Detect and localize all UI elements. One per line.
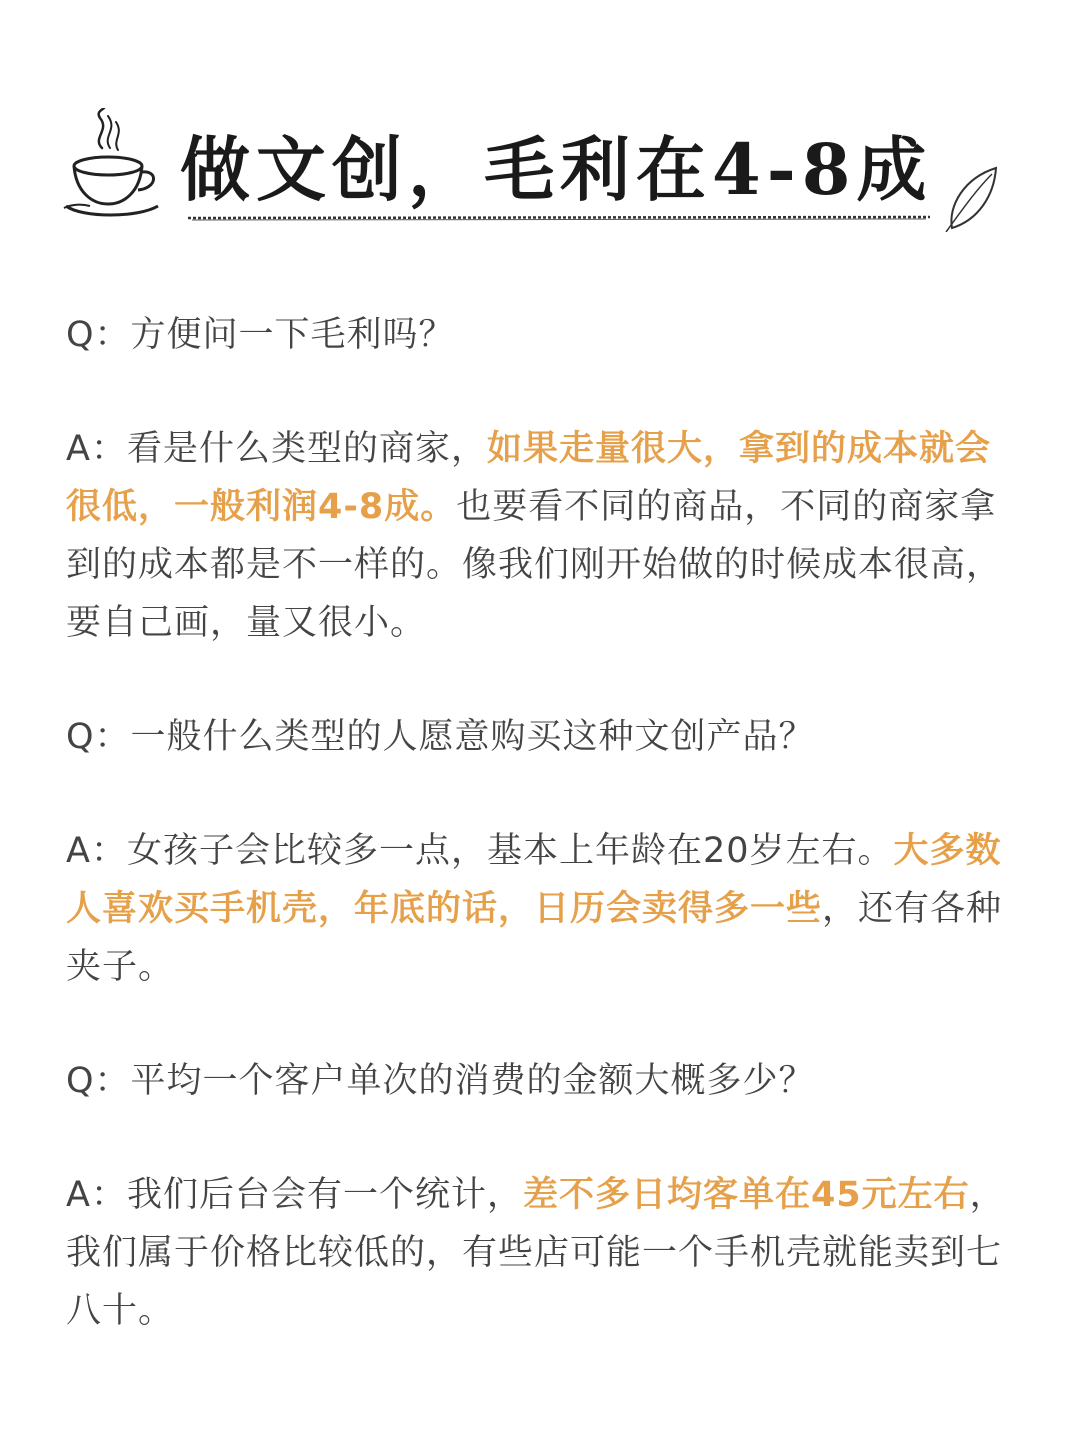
- coffee-cup-icon: [62, 108, 162, 220]
- answer-3-highlight: 差不多日均客单在45元左右: [522, 1175, 970, 1215]
- title-underline: [188, 214, 930, 222]
- qa-content: [66, 306, 1016, 1396]
- answer-2-highlight: 大多数人喜欢买手机壳，年底的话，日历会卖得多一些: [66, 831, 1002, 929]
- answer-1-intro: A：看是什么类型的商家，: [66, 429, 487, 469]
- answer-3-rest: ，我们属于价格比较低的，有些店可能一个手机壳就能卖到七八十。: [66, 1175, 1006, 1331]
- header: [0, 0, 1080, 250]
- answer-3-intro: A：我们后台会有一个统计，: [66, 1175, 523, 1215]
- answer-1-highlight: 如果走量很大，拿到的成本就会很低，一般利润4-8成。: [66, 429, 991, 527]
- answer-2-rest: ，还有各种夹子。: [66, 889, 1003, 987]
- answer-3: [66, 1166, 1016, 1340]
- question-3: Q：平均一个客户单次的消费的金额大概多少？: [66, 1061, 815, 1101]
- page-title: 做文创，毛利在4-8成: [180, 128, 933, 211]
- answer-1-rest: 也要看不同的商品，不同的商家拿到的成本都是不一样的。像我们刚开始做的时候成本很高，要自己画，量又很小。: [66, 487, 1003, 643]
- leaf-icon: [944, 166, 1000, 232]
- answer-2: [66, 822, 1016, 996]
- question-2: Q：一般什么类型的人愿意购买这种文创产品？: [66, 717, 815, 757]
- answer-2-intro: A：女孩子会比较多一点，基本上年龄在20岁左右。: [66, 831, 894, 871]
- answer-1: [66, 420, 1016, 652]
- question-1: Q：方便问一下毛利吗？: [66, 315, 455, 355]
